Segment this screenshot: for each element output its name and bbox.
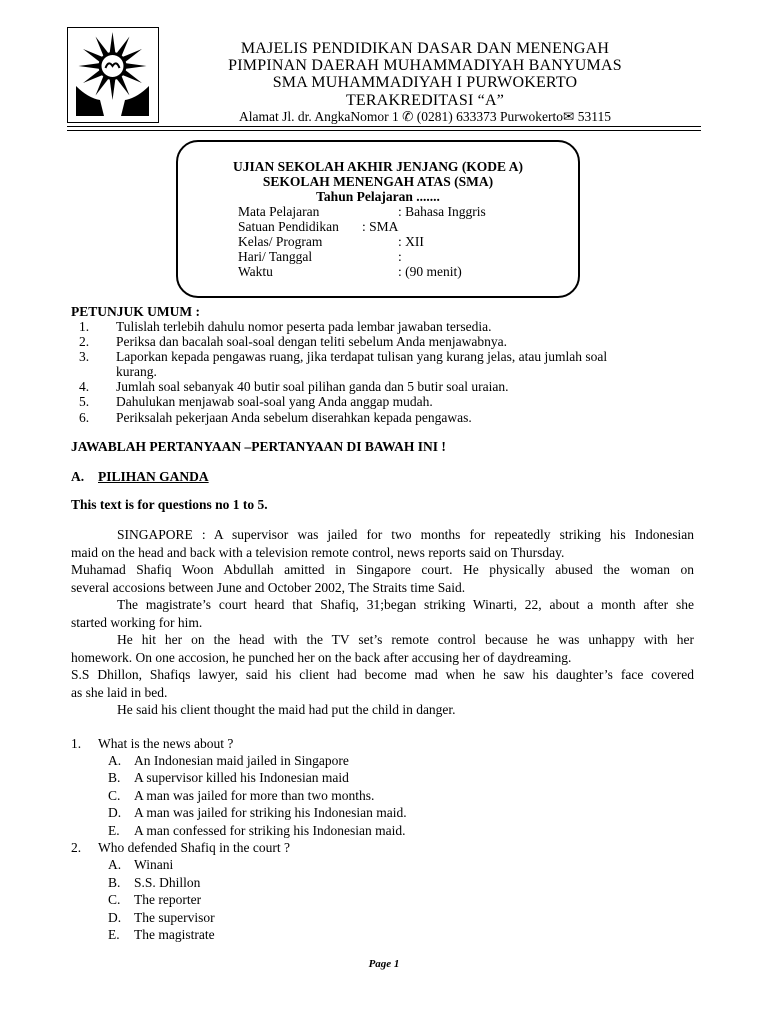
exam-info-value: : — [398, 249, 402, 264]
passage-line: as she laid in bed. — [71, 684, 168, 700]
passage-line: S.S Dhillon, Shafiqs lawyer, said his client had become mad when he saw his daughter’s face covered — [71, 667, 694, 682]
passage-line: SINGAPORE : A supervisor was jailed for two months for repeatedly striking his Indonesian — [117, 527, 694, 542]
option-letter: A. — [108, 857, 122, 872]
section-heading: JAWABLAH PERTANYAAN –PERTANYAAN DI BAWAH INI ! — [71, 439, 446, 454]
option-text: Winani — [134, 857, 174, 872]
passage-line: started working for him. — [71, 614, 203, 630]
exam-info-value: : (90 menit) — [398, 264, 462, 279]
exam-info-label: Mata Pelajaran — [238, 204, 320, 219]
option-letter: D. — [108, 805, 122, 820]
option-text: The magistrate — [134, 927, 215, 942]
instruction-number: 6. — [79, 410, 90, 425]
exam-year: Tahun Pelajaran ....... — [316, 189, 440, 204]
instruction-number: 2. — [79, 334, 90, 349]
question-text: Who defended Shafiq in the court ? — [98, 840, 290, 855]
passage-intro: This text is for questions no 1 to 5. — [71, 497, 268, 512]
header-line-1: MAJELIS PENDIDIKAN DASAR DAN MENENGAH — [240, 40, 610, 57]
exam-info-label: Kelas/ Program — [238, 234, 323, 249]
exam-info-value: : XII — [398, 234, 424, 249]
passage — [71, 526, 694, 719]
passage-line: He hit her on the head with the TV set’s remote control because he was unhappy with her — [117, 632, 694, 647]
passage-line: He said his client thought the maid had put the child in danger. — [117, 702, 456, 717]
instruction-text: Tulislah terlebih dahulu nomor peserta pada lembar jawaban tersedia. — [116, 319, 492, 334]
passage-line: several accosions between June and October 2002, The Straits time Said. — [71, 579, 466, 595]
passage-line: homework. On one accosion, he punched her on the back after accusing her of daydreaming. — [71, 649, 572, 665]
option-letter: A. — [108, 753, 122, 768]
exam-level: SEKOLAH MENENGAH ATAS (SMA) — [262, 174, 494, 189]
question-number: 2. — [71, 840, 82, 855]
exam-info-value: : Bahasa Inggris — [398, 204, 486, 219]
option-text: A man confessed for striking his Indonesian maid. — [134, 823, 406, 838]
header-divider-2 — [67, 130, 701, 131]
option-text: A supervisor killed his Indonesian maid — [134, 770, 349, 785]
header-divider — [67, 126, 701, 127]
instruction-number: 1. — [79, 319, 90, 334]
school-logo — [67, 27, 159, 123]
instruction-text-continued: kurang. — [116, 364, 157, 379]
instruction-text: Dahulukan menjawab soal-soal yang Anda anggap mudah. — [116, 394, 433, 409]
option-letter: E. — [108, 927, 120, 942]
passage-line: The magistrate’s court heard that Shafiq, 31;began striking Winarti, 22, about a month after she — [117, 597, 694, 612]
exam-info-label: Waktu — [238, 264, 273, 279]
muhammadiyah-sun-emblem-icon — [68, 28, 157, 121]
exam-info-label: Satuan Pendidikan — [238, 219, 339, 234]
section-a-title: PILIHAN GANDA — [98, 469, 209, 484]
option-letter: E. — [108, 823, 120, 838]
section-a-letter: A. — [71, 469, 85, 484]
instruction-text: Jumlah soal sebanyak 40 butir soal pilihan ganda dan 5 butir soal uraian. — [116, 379, 509, 394]
option-text: A man was jailed for more than two months. — [134, 788, 375, 803]
header-line-3: SMA MUHAMMADIYAH I PURWOKERTO — [272, 74, 578, 91]
instruction-number: 4. — [79, 379, 90, 394]
option-letter: B. — [108, 770, 121, 785]
option-text: The reporter — [134, 892, 202, 907]
instructions-heading: PETUNJUK UMUM : — [71, 304, 200, 319]
instruction-text: Laporkan kepada pengawas ruang, jika terdapat tulisan yang kurang jelas, atau jumlah soal — [116, 349, 608, 364]
header-line-4: TERAKREDITASI “A” — [345, 92, 505, 109]
question-number: 1. — [71, 736, 82, 751]
option-text: The supervisor — [134, 910, 215, 925]
option-letter: C. — [108, 892, 121, 907]
exam-title: UJIAN SEKOLAH AKHIR JENJANG (KODE A) — [233, 159, 523, 174]
passage-line: Muhamad Shafiq Woon Abdullah amitted in Singapore court. He physically abused the woman on — [71, 562, 694, 577]
instruction-text: Periksalah pekerjaan Anda sebelum diserahkan kepada pengawas. — [116, 410, 472, 425]
passage-line: maid on the head and back with a television remote control, news reports said on Thursday. — [71, 544, 565, 560]
option-letter: D. — [108, 910, 122, 925]
exam-info-value: : SMA — [362, 219, 399, 234]
instruction-number: 5. — [79, 394, 90, 409]
school-address: Alamat Jl. dr. AngkaNomor 1 ✆ (0281) 633373 Purwokerto✉ 53115 — [239, 109, 611, 124]
instruction-number: 3. — [79, 349, 90, 364]
instruction-text: Periksa dan bacalah soal-soal dengan teliti sebelum Anda menjawabnya. — [116, 334, 507, 349]
option-letter: B. — [108, 875, 121, 890]
exam-info-label: Hari/ Tanggal — [238, 249, 313, 264]
option-text: A man was jailed for striking his Indonesian maid. — [134, 805, 407, 820]
page-number: Page 1 — [368, 958, 400, 970]
option-text: An Indonesian maid jailed in Singapore — [134, 753, 349, 768]
header-line-2: PIMPINAN DAERAH MUHAMMADIYAH BANYUMAS — [228, 57, 622, 74]
option-text: S.S. Dhillon — [134, 875, 201, 890]
option-letter: C. — [108, 788, 121, 803]
question-text: What is the news about ? — [98, 736, 234, 751]
